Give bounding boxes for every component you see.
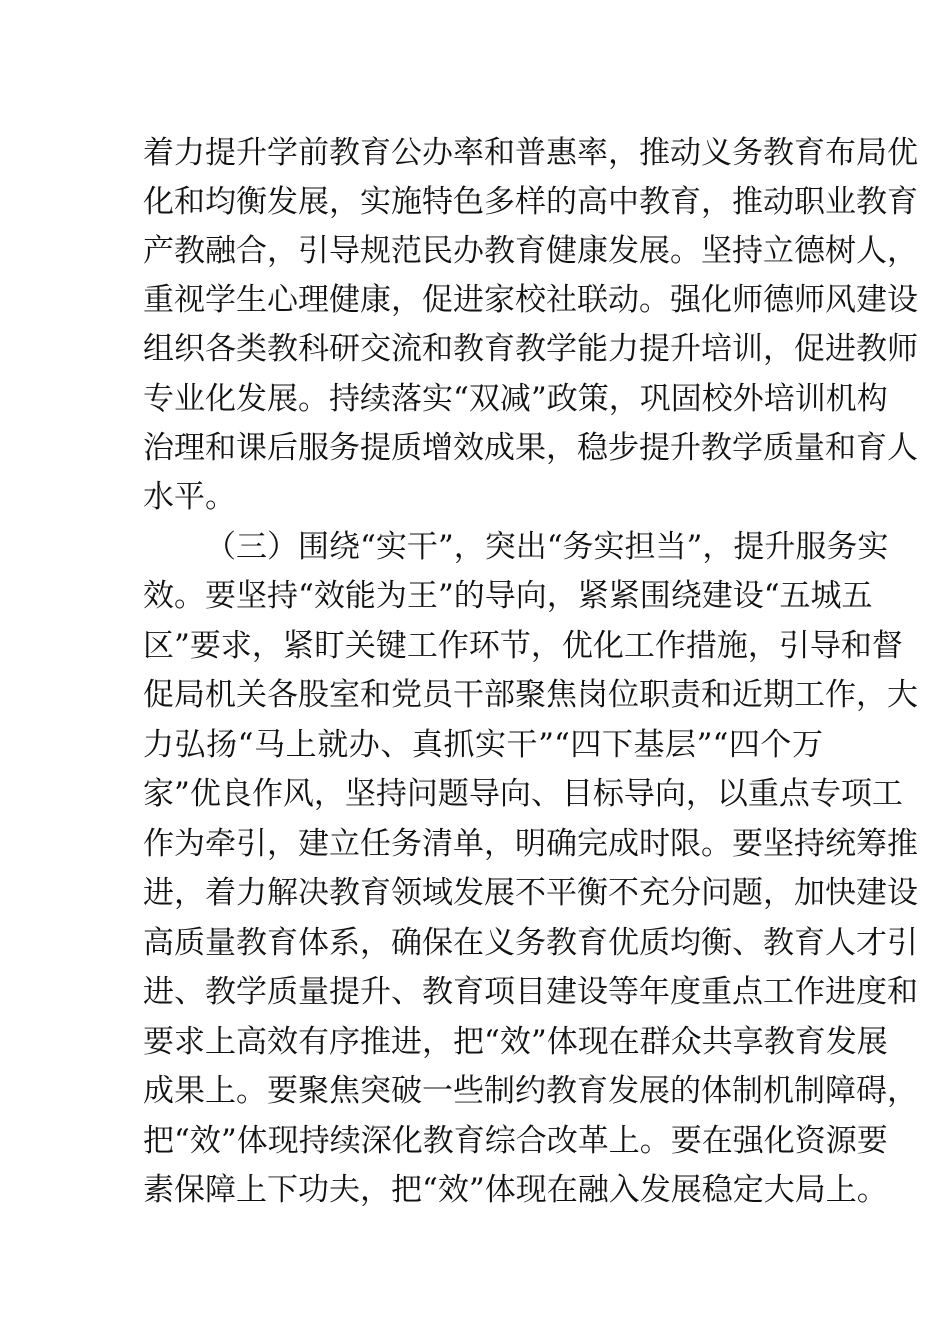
- text-line: 重视学生心理健康，促进家校社联动。强化师德师风建设: [143, 282, 918, 318]
- text-line: 水平。: [143, 479, 236, 515]
- text-line: 高质量教育体系，确保在义务教育优质均衡、教育人才引: [143, 925, 918, 961]
- text-line: 专业化发展。持续落实“双减”政策，巩固校外培训机构: [143, 381, 888, 417]
- text-line: 产教融合，引导规范民办教育健康发展。坚持立德树人，: [143, 233, 918, 269]
- text-line: 进、教学质量提升、教育项目建设等年度重点工作进度和: [143, 974, 918, 1010]
- text-line: 成果上。要聚焦突破一些制约教育发展的体制机制障碍，: [143, 1073, 918, 1109]
- text-line: 效。要坚持“效能为王”的导向，紧紧围绕建设“五城五: [143, 578, 873, 614]
- text-line: 区”要求，紧盯关键工作环节，优化工作措施，引导和督: [143, 628, 903, 664]
- text-line: 促局机关各股室和党员干部聚焦岗位职责和近期工作，大: [143, 677, 918, 713]
- text-line: 要求上高效有序推进，把“效”体现在群众共享教育发展: [143, 1024, 888, 1060]
- text-line: 组织各类教科研交流和教育教学能力提升培训，促进教师: [143, 331, 918, 367]
- text-line: 力弘扬“马上就办、真抓实干”“四下基层”“四个万: [143, 727, 823, 763]
- text-line: 家”优良作风，坚持问题导向、目标导向，以重点专项工: [143, 776, 903, 812]
- text-line: 化和均衡发展，实施特色多样的高中教育，推动职业教育: [143, 184, 918, 220]
- text-line: 治理和课后服务提质增效成果，稳步提升教学质量和育人: [143, 430, 918, 466]
- section-heading-line: （三）围绕“实干”，突出“务实担当”，提升服务实: [205, 529, 889, 565]
- text-line: 作为牵引，建立任务清单，明确完成时限。要坚持统筹推: [143, 826, 918, 862]
- text-line: 素保障上下功夫，把“效”体现在融入发展稳定大局上。: [143, 1172, 888, 1208]
- text-line: 着力提升学前教育公办率和普惠率，推动义务教育布局优: [143, 135, 918, 171]
- text-line: 进，着力解决教育领域发展不平衡不充分问题，加快建设: [143, 875, 918, 911]
- text-line: 把“效”体现持续深化教育综合改革上。要在强化资源要: [143, 1123, 888, 1159]
